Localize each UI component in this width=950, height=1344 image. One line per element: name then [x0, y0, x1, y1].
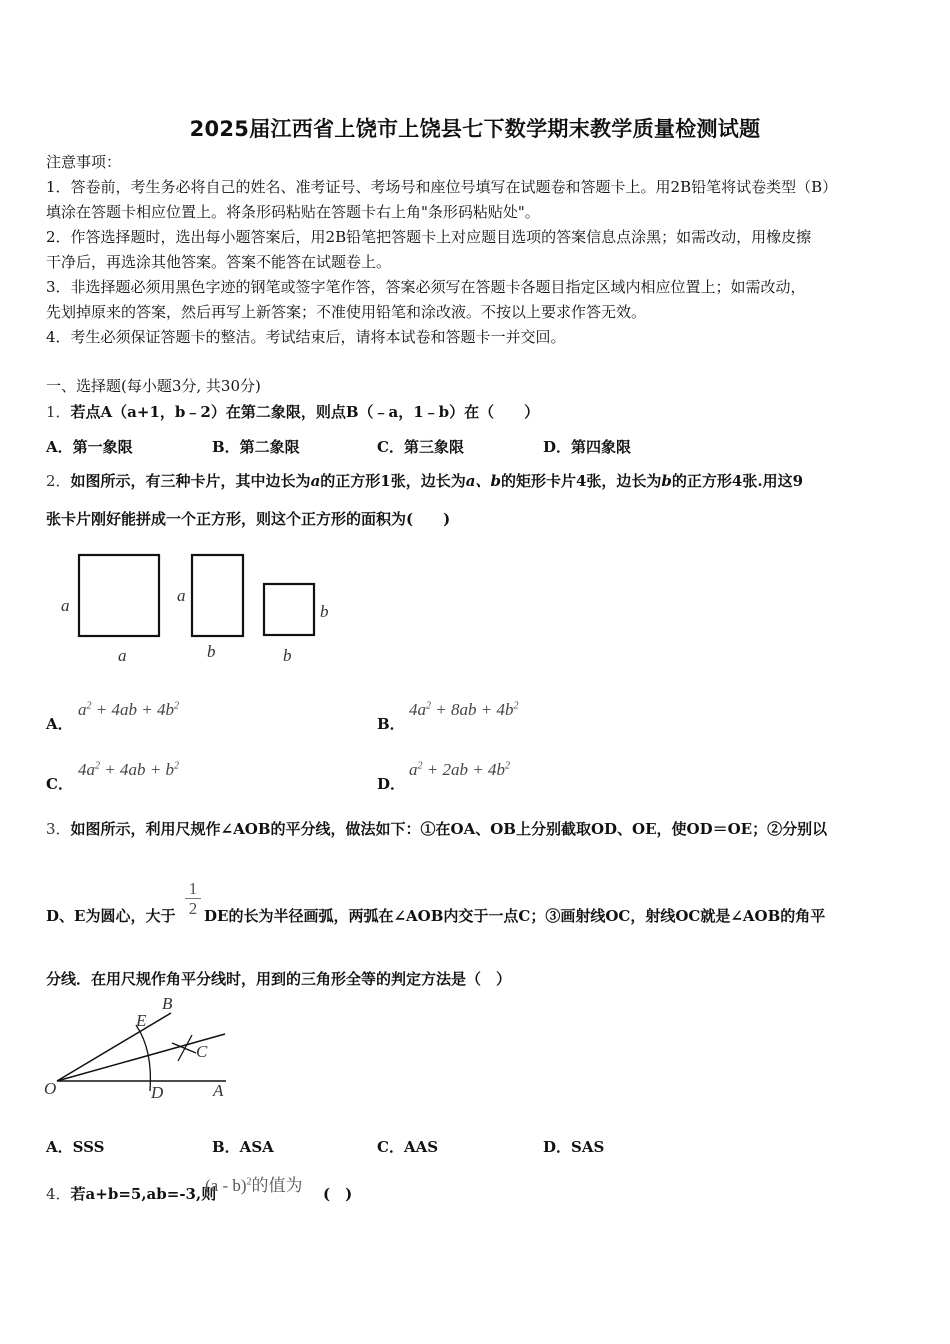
label-a: a — [61, 596, 70, 615]
question-text: 分线．在用尺规作角平分线时，用到的三角形全等的判定方法是（ ） — [46, 970, 512, 988]
notice-line: 4．考生必须保证答题卡的整洁。考试结束后，请将本试卷和答题卡一并交回。 — [46, 328, 566, 346]
rect-card-ab — [192, 555, 243, 636]
option-c[interactable]: C．AAS — [377, 1138, 439, 1156]
notice-heading: 注意事项： — [46, 153, 122, 171]
notice-line: 先划掉原来的答案，然后再写上新答案；不准使用铅笔和涂改液。不按以上要求作答无效。 — [46, 303, 647, 321]
option-b[interactable]: B． — [377, 715, 405, 733]
formula-c: $4a^2 + 4ab + b^2$ — [78, 760, 179, 779]
label-B: B — [162, 995, 173, 1013]
option-d[interactable]: D．第四象限 — [543, 438, 632, 456]
label-C: C — [196, 1042, 208, 1061]
question-3 — [46, 818, 827, 839]
formula-b: $4a^2 + 8ab + 4b^2$ — [409, 700, 519, 719]
notice-line: 3．非选择题必须用黑色字迹的钢笔或签字笔作答，答案必须写在答题卡各题目指定区域内相应位置上；如需改动， — [46, 278, 806, 296]
cards-figure — [50, 545, 350, 670]
angle-bisector-figure — [40, 995, 240, 1105]
label-b: b — [283, 646, 292, 665]
notice-line: 1．答卷前，考生务必将自己的姓名、准考证号、考场号和座位号填写在试题卷和答题卡上。用2B铅笔将试卷类型（B） — [46, 178, 838, 196]
option-a[interactable]: A．第一象限 — [46, 438, 133, 456]
label-A: A — [213, 1081, 224, 1100]
question-text: 若a+b=5,ab=-3,则 — [70, 1185, 217, 1203]
option-d[interactable]: D． — [377, 775, 406, 793]
var-a: a — [310, 472, 321, 490]
option-b[interactable]: B．ASA — [212, 1138, 274, 1156]
ray-ob — [57, 1013, 171, 1081]
question-text: 的矩形卡片4张，边长为 — [500, 472, 662, 490]
square-card-b — [264, 584, 314, 635]
question-2 — [46, 470, 803, 491]
formula-d: $a^2 + 2ab + 4b^2$ — [409, 760, 510, 779]
option-d[interactable]: D．SAS — [543, 1138, 605, 1156]
page-title: 2025届江西省上饶市上饶县七下数学期末教学质量检测试题 — [189, 117, 761, 141]
section-heading: 一、选择题(每小题3分, 共30分) — [46, 377, 261, 395]
option-a[interactable]: A．SSS — [46, 1138, 105, 1156]
question-1 — [46, 401, 539, 422]
square-card-a — [79, 555, 159, 636]
label-a: a — [177, 586, 186, 605]
question-number: 4． — [46, 1185, 71, 1203]
expression: (a - b)$^2$的值为 — [205, 1176, 303, 1195]
question-number: 3． — [46, 820, 71, 838]
arc-mark — [178, 1035, 192, 1061]
label-E: E — [136, 1011, 147, 1030]
label-b: b — [207, 642, 216, 661]
option-a[interactable]: A． — [46, 715, 73, 733]
option-c[interactable]: C． — [46, 775, 73, 793]
var-b: b — [661, 472, 672, 490]
question-number: 2． — [46, 472, 71, 490]
notice-line: 2．作答选择题时，选出每小题答案后，用2B铅笔把答题卡上对应题目选项的答案信息点涂黑；如需改动，用橡皮擦 — [46, 228, 812, 246]
question-text: 的正方形1张，边长为 — [320, 472, 466, 490]
question-4 — [46, 1183, 216, 1204]
label-D: D — [151, 1083, 164, 1102]
label-a: a — [118, 646, 127, 665]
question-text: ( ) — [323, 1185, 353, 1203]
question-text: DE的长为半径画弧，两弧在∠AOB内交于一点C；③画射线OC，射线OC就是∠AOB的角平 — [204, 907, 826, 925]
question-text: D、E为圆心，大于 — [46, 907, 176, 925]
formula-a: $a^2 + 4ab + 4b^2$ — [78, 700, 179, 719]
question-text: 如图所示，有三种卡片，其中边长为 — [70, 472, 311, 490]
option-b[interactable]: B．第二象限 — [212, 438, 300, 456]
option-c[interactable]: C．第三象限 — [377, 438, 464, 456]
question-text: 如图所示，利用尺规作∠AOB的平分线，做法如下：①在OA、OB上分别截取OD、OE，使OD＝OE；②分别以 — [70, 820, 828, 838]
question-number: 1． — [46, 403, 71, 421]
question-text: 若点A（a+1，b﹣2）在第二象限，则点B（﹣a，1﹣b）在（ ） — [70, 403, 540, 421]
notice-line: 填涂在答题卡相应位置上。将条形码粘贴在答题卡右上角"条形码粘贴处"。 — [46, 203, 540, 221]
var-ab: a、b — [465, 472, 501, 490]
notice-line: 干净后，再选涂其他答案。答案不能答在试题卷上。 — [46, 253, 392, 271]
label-b: b — [320, 602, 329, 621]
label-O: O — [44, 1079, 57, 1098]
question-text: 的正方形4张.用这9 — [671, 472, 804, 490]
question-text: 张卡片刚好能拼成一个正方形，则这个正方形的面积为( ) — [46, 510, 451, 528]
fraction-half: $\frac{1}{2}$ — [185, 880, 201, 919]
